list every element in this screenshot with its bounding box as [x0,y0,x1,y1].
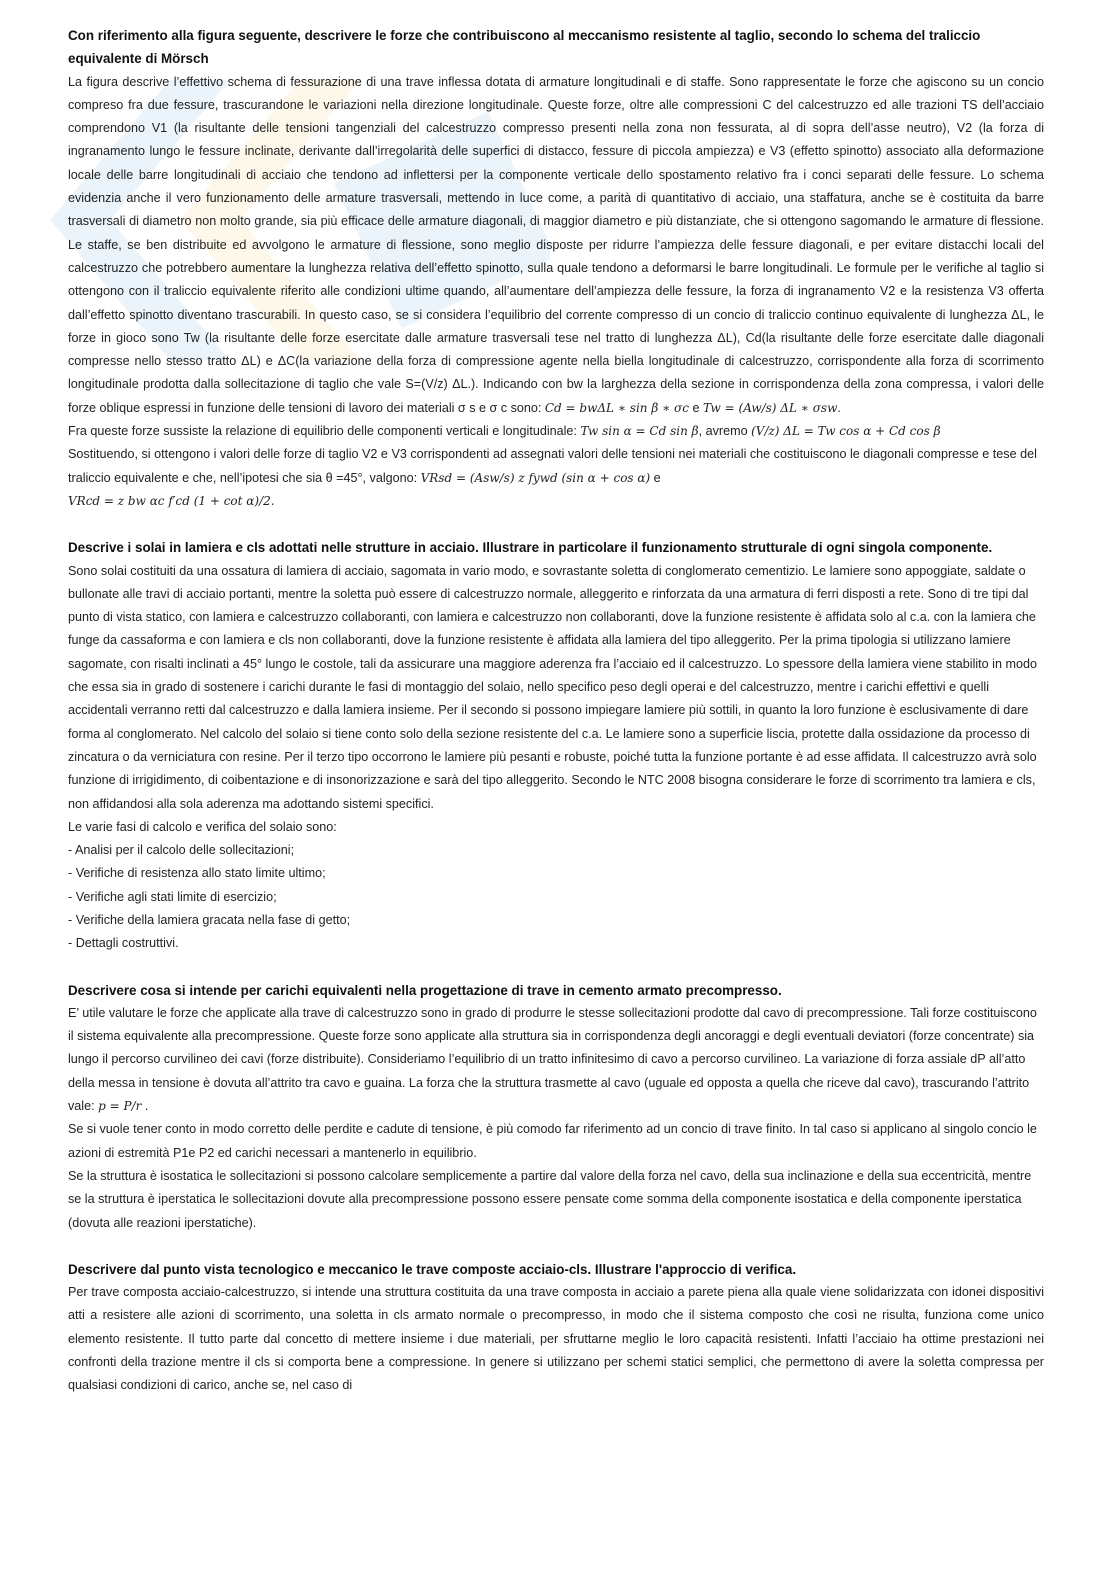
equation-longitudinal: (V/z) ΔL = Tw cos α + Cd cos β [751,424,941,439]
answer-text: La figura descrive l’effettivo schema di fessurazione di una trave inflessa dotata di armature longitudinali e di staffe. Sono rappresentate le forze che agiscono su un concio compreso fra due fessure, trascurandone le variazioni nella direzione longitudinale. Queste forze, oltre alle compressioni C del calcestruzzo ed alle trazioni TS dell’acciaio comprendono V1 (la risultante delle tensioni tangenziali del calcestruzzo compresso presenti nella zona non fessurata, al di sopra dell’asse neutro), V2 (la forza di ingranamento lungo le fessure inclinate, derivante dall’irregolarità delle superfici di distacco, fessure di piccola ampiezza) e V3 (effetto spinotto) associato alla deformazione locale delle barre longitudinali di acciaio che tendono ad inflettersi per la componente verticale dello spostamento relativo fra i conci separati delle fessure. Lo schema evidenzia anche il vero funzionamento delle armature trasversali, mettendo in luce come, a parità di quantitativo di acciaio, una staffatura, anche se è costituita da barre trasversali di diametro non molto grande, sia più efficace delle armature diagonali, di maggior diametro e più distanziate, che si ottengono sagomando le armature di flessione. Le staffe, se ben distribuite ed avvolgono le armature di flessione, sono meglio disposte per ridurre l’ampiezza delle fessure diagonali, e per evitare distacchi locali del calcestruzzo che potrebbero aumentare la lunghezza relativa dell’effetto spinotto, sulla quale tendono a deformarsi le barre longitudinali. Le formule per le verifiche al taglio si ottengono con il traliccio equivalente riferito alle condizioni ultime quando, all’aumentare dell’ampiezza delle fessure, la forza di ingranamento V2 e la resistenza V3 offerta dall’effetto spinotto diventano trascurabili. In questo caso, se si considera l’equilibrio del corrente compresso di un concio di traliccio continuo equivalente di lunghezza ΔL, le forze in gioco sono Tw (la risultante delle forze esercitate dalle armature trasversali tese nel tratto di lunghezza ΔL), Cd(la risultante delle forze esercitate dalle diagonali compresse nello stesso tratto ΔL) e ΔC(la variazione della forza di compressione agente nella biella longitudinale di calcestruzzo, corrispondente alla forza di scorrimento longitudinale prodotta dalla sollecitazione di taglio che vale S=(V/z) ΔL.). Indicando con bw la larghezza della sezione in corrispondenza della zona compressa, i valori delle forze oblique espressi in funzione delle tensioni di lavoro dei materiali σ s e σ c sono: [68,74,1044,415]
answer-text: Fra queste forze sussiste la relazione di equilibrio delle componenti verticali e longitudinale: [68,424,577,439]
list-item: - Verifiche della lamiera gracata nella fase di getto; [68,912,351,927]
connector-text: , avremo [698,424,748,439]
equation-line [68,490,1044,513]
substitution-paragraph [68,443,1044,490]
question-heading: Descrivere dal punto vista tecnologico e meccanico le trave composte acciaio-cls. Illustrare l'approccio di verifica. [68,1261,797,1277]
list-intro: Le varie fasi di calcolo e verifica del solaio sono: [68,819,337,834]
list-item: - Verifiche agli stati limite di esercizio; [68,889,277,904]
question-heading: Descrive i solai in lamiera e cls adottati nelle strutture in acciaio. Illustrare in particolare il funzionamento strutturale di ogni singola componente. [68,540,993,556]
answer-paragraph: Per trave composta acciaio-calcestruzzo, si intende una struttura costituita da una trave composta in acciaio a parete piena alla quale viene solidarizzata con idonei dispositivi atti a resistere alle azioni di scorrimento, una soletta in cls armato normale o precompresso, in modo che il sistema composto che così ne risulta, funziona come unico elemento resistente. Il tutto parte dal concetto di mettere insieme i due materiali, per sfruttarne meglio le loro capacità resistenti. Infatti l’acciaio ha ottime prestazioni nei confronti della trazione mentre il cls si comporta bene a compressione. In genere si utilizzano per schemi statici semplici, che permettono di avere la soletta compressa per qualsiasi condizioni di carico, anche se, nel caso di [68,1285,1044,1393]
question-heading: Descrivere cosa si intende per carichi equivalenti nella progettazione di trave in cemento armato precompresso. [68,982,782,998]
punctuation: . [837,400,841,415]
equation-vertical: Tw sin α = Cd sin β [580,424,699,439]
equation-vrcd: VRcd = z bw αc f′cd (1 + cot α)/2. [68,493,275,508]
answer-paragraph: Se si vuole tener conto in modo corretto delle perdite e cadute di tensione, è più comodo far riferimento ad un concio di trave finito. In tal caso si applicano al singolo concio le azioni di estremità P1e P2 ed carichi necessari a mantenerlo in equilibrio. [68,1122,1037,1160]
section-travi-composte [68,1258,1044,1398]
list-item: - Analisi per il calcolo delle sollecitazioni; [68,843,295,858]
connector-text: e [650,470,661,485]
answer-paragraph [68,71,1044,420]
answer-paragraph [68,1002,1044,1118]
equation-p: p = P/r [98,1099,142,1114]
section-solai [68,536,1044,955]
equation-cd: Cd = bwΔL ∗ sin β ∗ σc [544,400,689,415]
equation-vrsd: VRsd = (Asw/s) z fywd (sin α + cos α) [420,470,651,485]
equation-tw: Tw = (Aw/s) ΔL ∗ σsw [702,400,838,415]
answer-text: E’ utile valutare le forze che applicate alla trave di calcestruzzo sono in grado di produrre le stesse sollecitazioni prodotte dal cavo di precompressione. Tali forze costituiscono il sistema equivalente alla precompressione. Queste forze sono applicate alla struttura sia in corrispondenza degli ancoraggi e degli eventuali deviatori (forze concentrate) sia lungo il percorso curvilineo dei cavi (forze distribuite). Consideriamo l’equilibrio di un tratto infinitesimo di cavo a percorso curvilineo. La variazione di forza assiale dP all’atto della messa in tensione è dovuta all’attrito tra cavo e guaina. La forza che la struttura trasmette al cavo (uguale ed opposta a quella che riceve dal cavo), trascurando l’attrito vale: [68,1005,1037,1114]
section-carichi-equivalenti [68,979,1044,1235]
answer-paragraph: Se la struttura è isostatica le sollecitazioni si possono calcolare semplicemente a partire dal valore della forza nel cavo, della sua inclinazione e della sua eccentricità, mentre se la struttura è iperstatica le sollecitazioni dovute alla precompressione possono essere pensate come somma della componente isostatica e della componente iperstatica (dovuta alle reazioni iperstatiche). [68,1168,1032,1230]
verification-list [68,839,1044,955]
answer-paragraph: Sono solai costituiti da una ossatura di lamiera di acciaio, sagomata in vario modo, e sovrastante soletta di conglomerato cementizio. Le lamiere sono appoggiate, saldate o bullonate alle travi di acciaio portanti, mentre la soletta può essere di calcestruzzo normale, alleggerito e rinforzata da una armatura di ferri disposti a rete. Sono di tre tipi dal punto di vista statico, con lamiera e calcestruzzo collaboranti, con lamiera e calcestruzzo non collaboranti, dove la funzione resistente è affidata solo al c.a. con la lamiera che funge da cassaforma e con lamiera e cls non collaboranti, dove la funzione resistente è affidata alla lamiera del tipo alleggerito. Per la prima tipologia si utilizzano lamiere sagomate, con risalti inclinati a 45° lungo le costole, tali da assicurare una maggiore aderenza fra l’acciaio ed il calcestruzzo. Lo spessore della lamiera viene stabilito in modo che essa sia in grado di sostenere i carichi durante le fasi di montaggio del solaio, nello specifico peso degli operai e del calcestruzzo, mentre i carichi effettivi e quelli accidentali verranno retti dal calcestruzzo e dalla lamiera insieme. Per il secondo si possono impiegare lamiere più sottili, in quanto la loro funzione è esclusivamente di dare forma al conglomerato. Nel calcolo del solaio si tiene conto solo della sezione resistente del c.a. Le lamiere sono a superficie liscia, protette dalla ossidazione da processo di zincatura o da verniciatura con resine. Per il terzo tipo occorrono le lamiere più pesanti e robuste, poiché tutta la funzione portante è ad esse affidata. Il calcestruzzo avrà solo funzione di irrigidimento, di coibentazione e di insonorizzazione e sarà del tipo alleggerito. Secondo le NTC 2008 bisogna considerare le forze di scorrimento tra lamiera e cls, non affidandosi alla sola aderenza ma adottando sistemi specifici. [68,563,1037,811]
equilibrium-paragraph [68,420,1044,443]
punctuation: . [141,1099,149,1114]
document-page [68,24,1044,1398]
list-item: - Dettagli costruttivi. [68,936,179,951]
section-morsch [68,24,1044,513]
connector-text: e [688,400,703,415]
answer-text: Sostituendo, si ottengono i valori delle forze di taglio V2 e V3 corrispondenti ad assegnati valori delle tensioni nei materiali che costituiscono le diagonali compresse e tese del traliccio equivalente e che, nell’ipotesi che sia θ =45°, valgono: [68,447,1037,485]
list-item: - Verifiche di resistenza allo stato limite ultimo; [68,866,326,881]
question-heading: Con riferimento alla figura seguente, descrivere le forze che contribuiscono al meccanismo resistente al taglio, secondo lo schema del traliccio equivalente di Mörsch [68,28,981,67]
